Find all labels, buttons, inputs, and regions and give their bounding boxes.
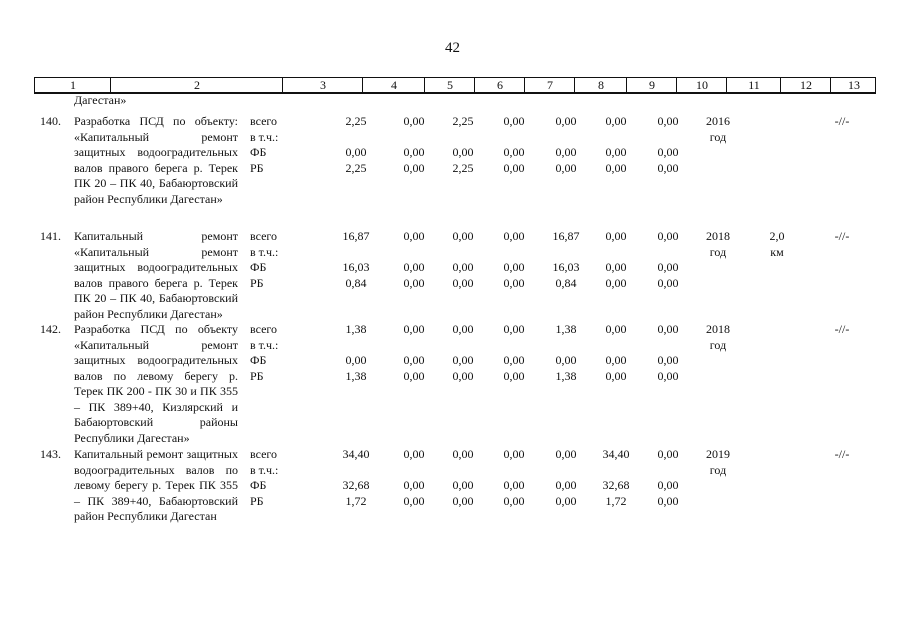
- value-cell: 0,00: [403, 493, 425, 508]
- row-label: в т.ч.:: [250, 244, 279, 259]
- value-cell: 32,68: [602, 478, 630, 492]
- row-number: 142.: [40, 322, 61, 336]
- header-divider: [574, 78, 575, 92]
- value-cell: 0,00: [452, 478, 474, 492]
- value-cell: 2,25: [345, 160, 367, 175]
- value-cell: 0,00: [403, 145, 425, 159]
- value-cell: 0,00: [605, 160, 627, 175]
- header-divider: [830, 78, 831, 92]
- value-cell: 34,40: [602, 447, 630, 461]
- year: 2016: [706, 114, 730, 128]
- value-cell: 34,40: [342, 447, 370, 461]
- header-cell-13: 13: [848, 78, 860, 92]
- value-cell: 16,87: [552, 229, 580, 243]
- value-cell: 0,00: [503, 478, 525, 492]
- row-number: 141.: [40, 229, 61, 243]
- header-divider: [626, 78, 627, 92]
- value-cell: 0,00: [605, 260, 627, 274]
- value-cell: 0,00: [605, 229, 627, 243]
- year: 2018: [706, 322, 730, 336]
- value-cell: 0,00: [657, 478, 679, 492]
- value-cell: 0,00: [605, 145, 627, 159]
- header-cell-10: 10: [696, 78, 708, 92]
- row-description: Капитальный ремонт «Капитальный ремонт защитных водооградительных валов правого берега р. Терек ПК 20 – ПК 40, Бабаюртовский район Республики Дагестан»: [74, 229, 238, 321]
- value-cell: 0,00: [403, 114, 425, 128]
- table-header: [34, 77, 876, 93]
- page-number: 42: [445, 40, 460, 56]
- header-cell-7: 7: [547, 78, 553, 92]
- row-label: РБ: [250, 368, 264, 383]
- row-label: в т.ч.:: [250, 337, 279, 352]
- value-cell: 0,00: [503, 368, 525, 383]
- value-cell: 0,00: [452, 322, 474, 336]
- value-cell: 0,00: [503, 260, 525, 274]
- value-cell: 0,00: [657, 493, 679, 508]
- value-cell: 1,38: [555, 322, 577, 336]
- value-cell: 0,00: [403, 447, 425, 461]
- header-cell-2: 2: [194, 78, 200, 92]
- header-cell-3: 3: [320, 78, 326, 92]
- value-cell: 2,25: [452, 114, 474, 128]
- row-label: всего: [250, 114, 278, 128]
- responsible-mark: -//-: [834, 322, 850, 336]
- value-cell: 0,00: [657, 160, 679, 175]
- value-cell: 2,25: [345, 114, 367, 128]
- header-cell-6: 6: [497, 78, 503, 92]
- row-label: РБ: [250, 493, 264, 508]
- value-cell: 0,00: [555, 145, 577, 159]
- row-number: 143.: [40, 447, 61, 461]
- value-cell: 0,00: [452, 229, 474, 243]
- value-cell: 0,00: [452, 368, 474, 383]
- value-cell: 0,00: [345, 145, 367, 159]
- length-unit: км: [770, 244, 784, 259]
- value-cell: 0,00: [503, 229, 525, 243]
- value-cell: 0,00: [503, 493, 525, 508]
- row-label: в т.ч.:: [250, 462, 279, 477]
- header-cell-9: 9: [649, 78, 655, 92]
- length-value: 2,0: [769, 229, 785, 243]
- responsible-mark: -//-: [834, 114, 850, 128]
- value-cell: 0,00: [605, 322, 627, 336]
- value-cell: 0,00: [503, 447, 525, 461]
- value-cell: 0,00: [452, 493, 474, 508]
- value-cell: 0,00: [403, 260, 425, 274]
- value-cell: 0,00: [503, 114, 525, 128]
- value-cell: 1,72: [345, 493, 367, 508]
- row-label: всего: [250, 229, 278, 243]
- header-divider: [780, 78, 781, 92]
- value-cell: 0,00: [657, 353, 679, 367]
- row-label: всего: [250, 447, 278, 461]
- value-cell: 0,84: [345, 275, 367, 290]
- value-cell: 0,00: [657, 447, 679, 461]
- value-cell: 0,00: [605, 353, 627, 367]
- header-cell-1: 1: [70, 78, 76, 92]
- header-cell-12: 12: [800, 78, 812, 92]
- header-divider: [524, 78, 525, 92]
- value-cell: 0,00: [503, 145, 525, 159]
- value-cell: 0,00: [403, 229, 425, 243]
- value-cell: 0,00: [605, 275, 627, 290]
- value-cell: 16,03: [552, 260, 580, 274]
- continued-text: Дагестан»: [74, 93, 127, 107]
- value-cell: 1,38: [345, 322, 367, 336]
- value-cell: 0,00: [555, 447, 577, 461]
- value-cell: 0,00: [403, 478, 425, 492]
- value-cell: 2,25: [452, 160, 474, 175]
- row-label: РБ: [250, 275, 264, 290]
- responsible-mark: -//-: [834, 447, 850, 461]
- header-divider: [424, 78, 425, 92]
- year: 2019: [706, 447, 730, 461]
- value-cell: 32,68: [342, 478, 370, 492]
- value-cell: 0,00: [452, 275, 474, 290]
- value-cell: 0,00: [555, 114, 577, 128]
- value-cell: 0,00: [555, 493, 577, 508]
- responsible-mark: -//-: [834, 229, 850, 243]
- row-label: ФБ: [250, 260, 267, 274]
- row-label: всего: [250, 322, 278, 336]
- value-cell: 0,00: [657, 275, 679, 290]
- value-cell: 0,00: [403, 160, 425, 175]
- value-cell: 0,00: [403, 353, 425, 367]
- row-description: Разработка ПСД по объекту: «Капитальный ремонт защитных водооградительных валов правого берега р. Терек ПК 20 – ПК 40, Бабаюртовский район Республики Дагестан»: [74, 114, 238, 206]
- row-label: ФБ: [250, 145, 267, 159]
- year-unit: год: [709, 337, 727, 352]
- value-cell: 16,87: [342, 229, 370, 243]
- value-cell: 0,00: [403, 368, 425, 383]
- year-unit: год: [709, 244, 727, 259]
- value-cell: 1,72: [605, 493, 627, 508]
- value-cell: 0,00: [555, 353, 577, 367]
- row-label: в т.ч.:: [250, 129, 279, 144]
- row-label: РБ: [250, 160, 264, 175]
- header-cell-8: 8: [598, 78, 604, 92]
- header-divider: [110, 78, 111, 92]
- value-cell: 0,00: [403, 275, 425, 290]
- value-cell: 16,03: [342, 260, 370, 274]
- value-cell: 0,00: [403, 322, 425, 336]
- value-cell: 0,00: [605, 114, 627, 128]
- value-cell: 0,00: [452, 353, 474, 367]
- header-divider: [474, 78, 475, 92]
- value-cell: 0,00: [503, 322, 525, 336]
- header-bottom-rule: [34, 93, 876, 94]
- header-divider: [726, 78, 727, 92]
- value-cell: 1,38: [555, 368, 577, 383]
- value-cell: 0,00: [452, 145, 474, 159]
- value-cell: 0,00: [503, 275, 525, 290]
- header-cell-4: 4: [391, 78, 397, 92]
- value-cell: 0,00: [503, 353, 525, 367]
- value-cell: 0,00: [657, 145, 679, 159]
- header-divider: [362, 78, 363, 92]
- value-cell: 0,00: [452, 447, 474, 461]
- value-cell: 0,84: [555, 275, 577, 290]
- year-unit: год: [709, 462, 727, 477]
- row-description: Капитальный ремонт защитных водооградительных валов по левому берегу р. Терек ПК 355 – ПК 389+40, Бабаюртовский район Республики Дагестан: [74, 447, 238, 523]
- row-label: ФБ: [250, 478, 267, 492]
- year-unit: год: [709, 129, 727, 144]
- value-cell: 0,00: [657, 260, 679, 274]
- value-cell: 0,00: [555, 160, 577, 175]
- value-cell: 1,38: [345, 368, 367, 383]
- year: 2018: [706, 229, 730, 243]
- row-description: Разработка ПСД по объекту «Капитальный ремонт защитных водооградительных валов по левому берегу р. Терек ПК 200 - ПК 30 и ПК 355 – ПК 389+40, Кизлярский и Бабаюртовский районы Республики Дагестан»: [74, 322, 238, 445]
- row-label: ФБ: [250, 353, 267, 367]
- value-cell: 0,00: [657, 368, 679, 383]
- value-cell: 0,00: [657, 229, 679, 243]
- header-divider: [676, 78, 677, 92]
- value-cell: 0,00: [657, 322, 679, 336]
- header-cell-5: 5: [447, 78, 453, 92]
- value-cell: 0,00: [657, 114, 679, 128]
- value-cell: 0,00: [345, 353, 367, 367]
- header-cell-11: 11: [748, 78, 760, 92]
- value-cell: 0,00: [452, 260, 474, 274]
- value-cell: 0,00: [605, 368, 627, 383]
- row-number: 140.: [40, 114, 61, 128]
- header-divider: [282, 78, 283, 92]
- value-cell: 0,00: [555, 478, 577, 492]
- value-cell: 0,00: [503, 160, 525, 175]
